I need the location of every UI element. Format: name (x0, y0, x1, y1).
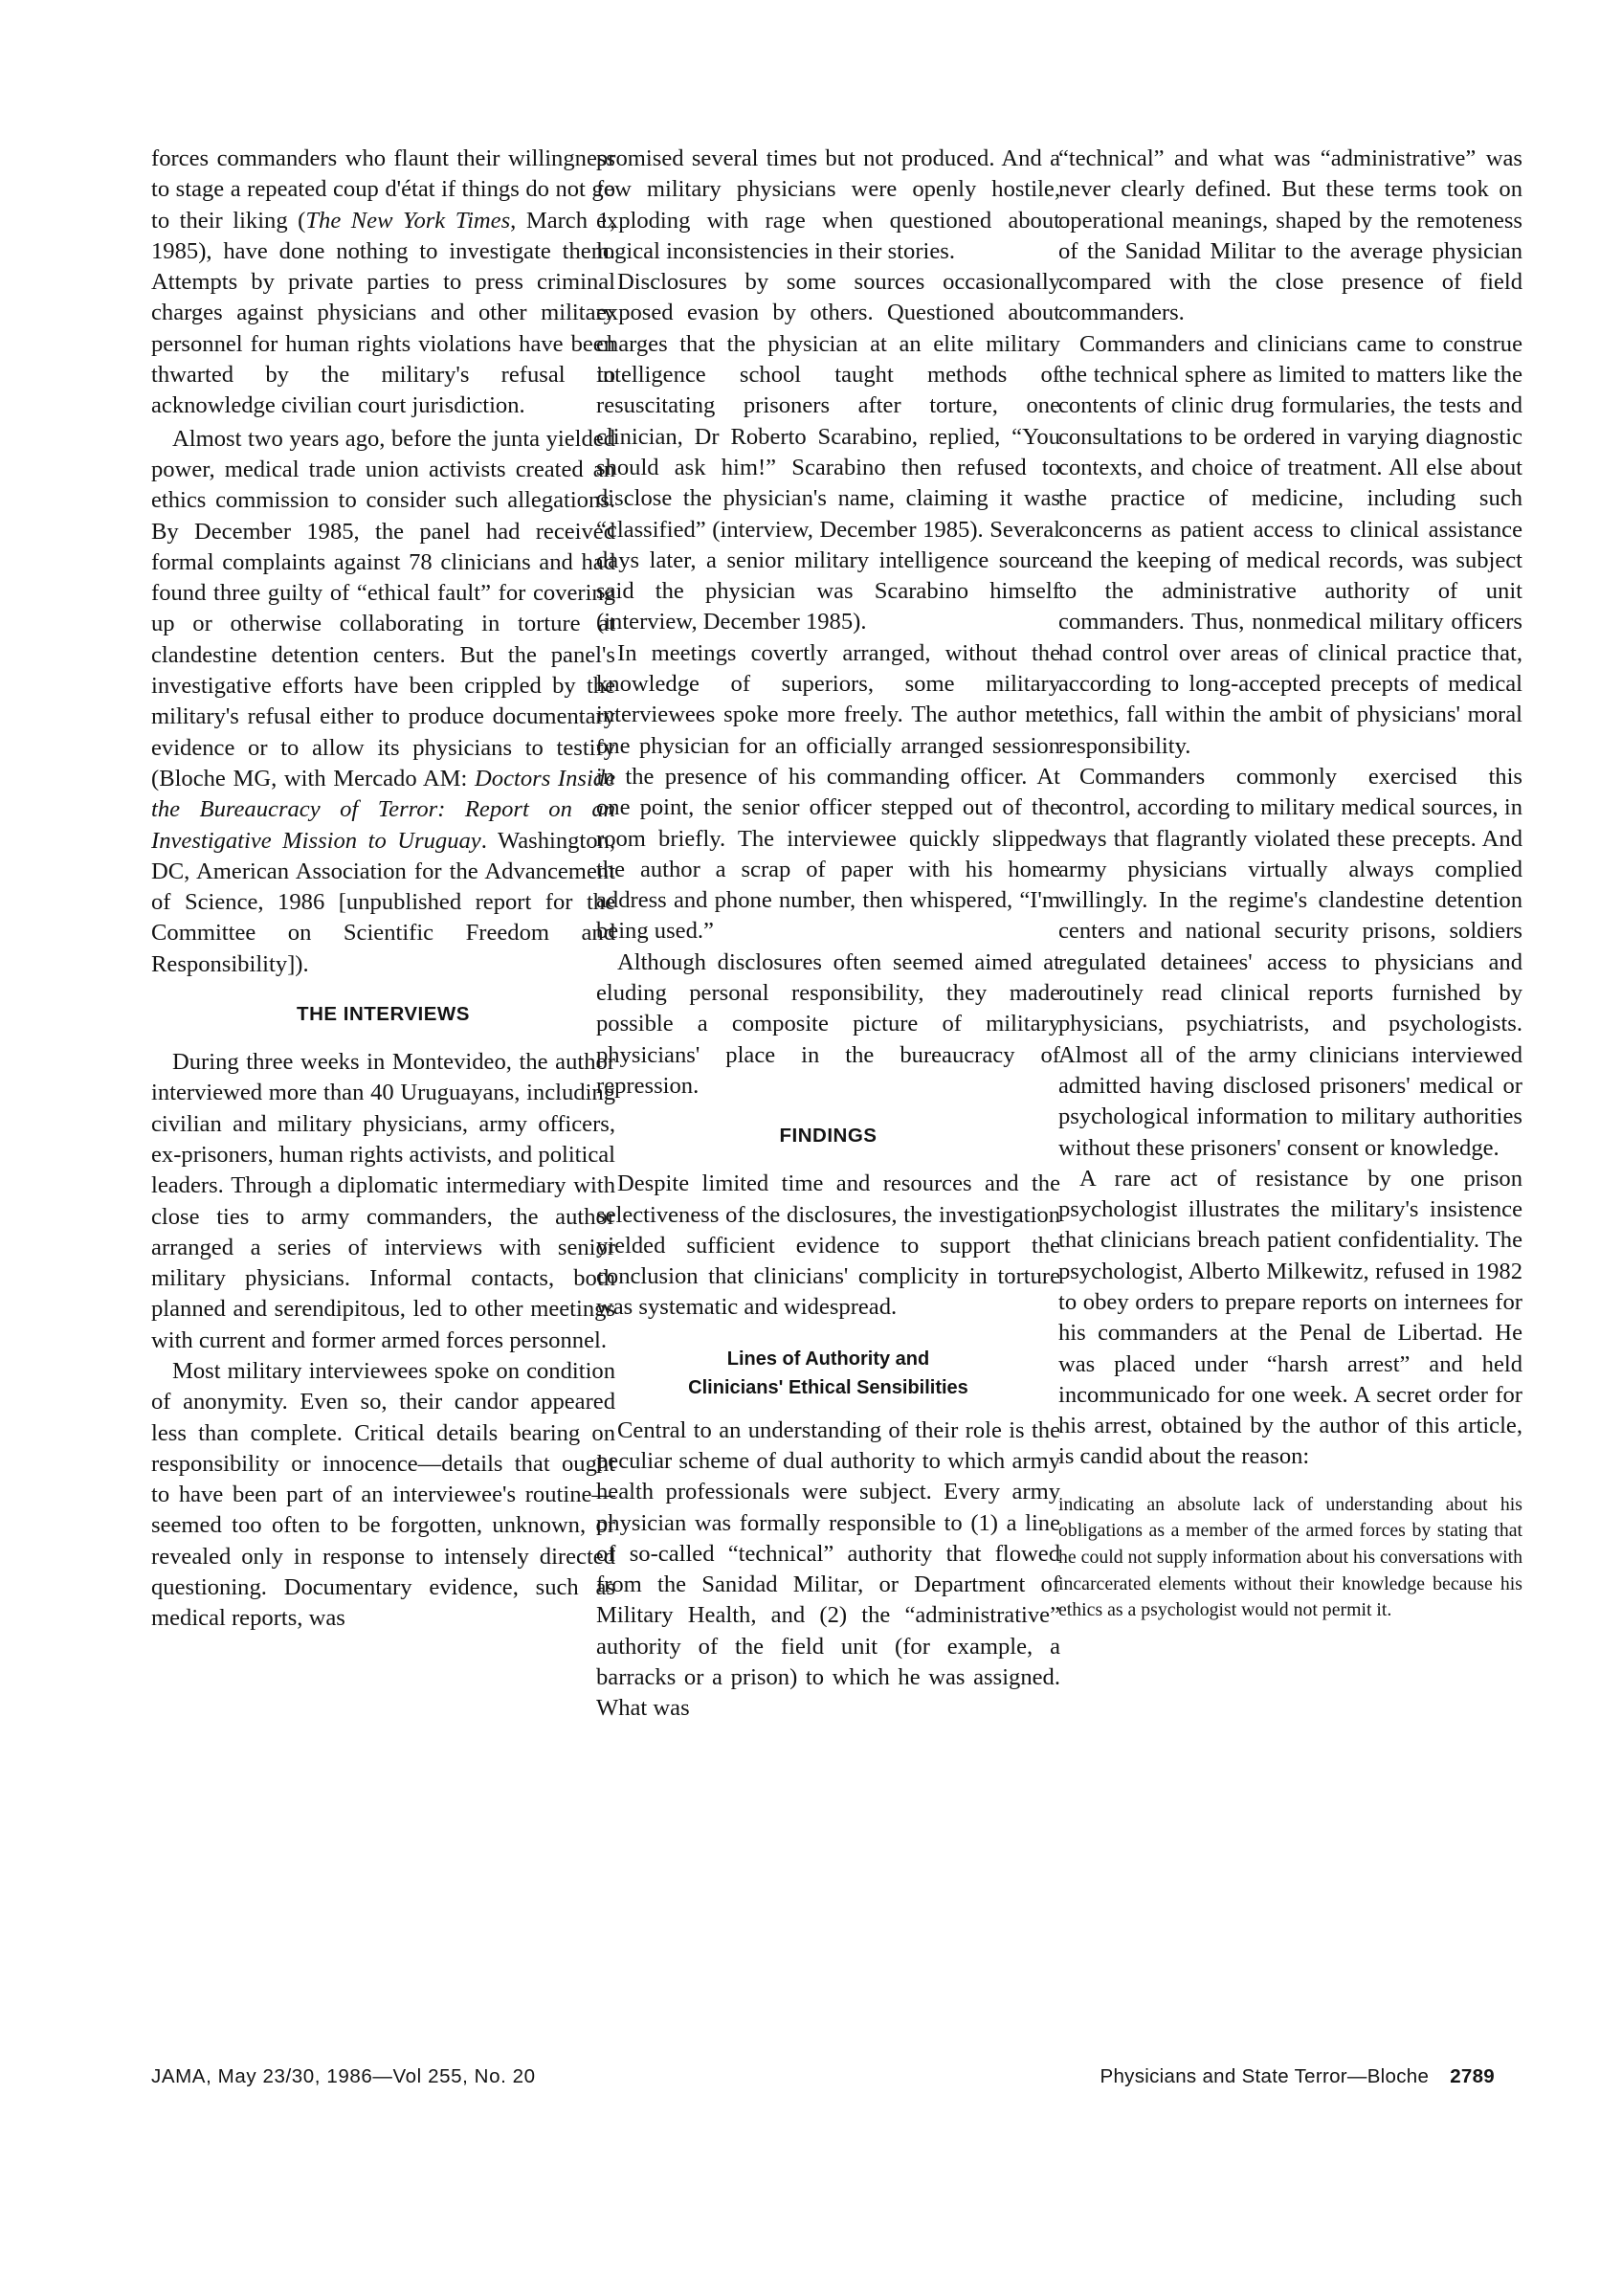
paragraph: Commanders and clinicians came to construe the technical sphere as limited to matters like the contents of clinic drug formularies, the tests and consultations to be ordered in varying diagnostic contexts, and choice of treatment. All else about the practice of medicine, including such concerns as patient access to clinical assistance and the keeping of medical records, was subject to the administrative authority of unit commanders. Thus, nonmedical military officers had control over areas of clinical practice that, according to long-accepted precepts of medical ethics, fall within the ambit of physicians' moral responsibility. (1058, 330, 1522, 759)
paragraph: forces commanders who flaunt their willingness to stage a repeated coup d'état if things do not go to their liking (The New York Times, March 1, 1985), have done nothing to investigate them. Attempts by private parties to press criminal charges against physicians and other military personnel for human rights violations have been thwarted by the military's refusal to acknowledge civilian court jurisdiction. (151, 145, 615, 419)
section-heading-findings: FINDINGS (779, 1125, 878, 1148)
text-column-1 (151, 144, 615, 1635)
paragraph: Despite limited time and resources and the selectiveness of the disclosures, the investigation yielded sufficient evidence to support the conclusion that clinicians' complicity in torture was systematic and widespread. (596, 1170, 1060, 1321)
italic-run: Doctors Inside the Bureaucracy of Terror: Report on an Investigative Mission to Uruguay (151, 765, 615, 854)
paragraph: Although disclosures often seemed aimed at eluding personal responsibility, they made possible a composite picture of military physicians' place in the bureaucracy of repression. (596, 948, 1060, 1099)
footer-running-title-text: Physicians and State Terror—Bloche (1100, 2065, 1430, 2087)
paragraph: During three weeks in Montevideo, the author interviewed more than 40 Uruguayans, including civilian and military physicians, army officers, ex-prisoners, human rights activists, and political leaders. Through a diplomatic intermediary with close ties to army commanders, the author arranged a series of interviews with senior military physicians. Informal contacts, both planned and serendipitous, led to other meetings with current and former armed forces personnel. (151, 1049, 615, 1353)
paragraph: In meetings covertly arranged, without the knowledge of superiors, some military interviewees spoke more freely. The author met one physician for an officially arranged session in the presence of his commanding officer. At one point, the senior officer stepped out of the room briefly. The interviewee quickly slipped the author a scrap of paper with his home address and phone number, then whispered, “I'm being used.” (596, 639, 1060, 945)
footer-citation: JAMA, May 23/30, 1986—Vol 255, No. 20 (151, 2065, 536, 2087)
block-quote: indicating an absolute lack of understanding about his obligations as a member of the armed forces by stating that he could not supply information about his conversations with incarcerated elements without their knowledge because his ethics as a psychologist would not permit it. (1058, 1493, 1522, 1621)
paragraph: Almost two years ago, before the junta yielded power, medical trade union activists created an ethics commission to consider such allegations. By December 1985, the panel had received formal complaints against 78 clinicians and had found three guilty of “ethical fault” for covering up or otherwise collaborating in torture at clandestine detention centers. But the panel's investigative efforts have been crippled by the military's refusal either to produce documentary evidence or to allow its physicians to testify (Bloche MG, with Mercado AM: Doctors Inside the Bureaucracy of Terror: Report on an Investigative Mission to Uruguay. Washington, DC, American Association for the Advancement of Science, 1986 [unpublished report for the Committee on Scientific Freedom and Responsibility]). (151, 425, 615, 977)
paragraph: promised several times but not produced. And a few military physicians were openly hostile, exploding with rage when questioned about logical inconsistencies in their stories. (596, 145, 1060, 264)
subsection-heading-line-2: Clinicians' Ethical Sensibilities (688, 1376, 968, 1398)
italic-run: The New York Times (305, 207, 511, 234)
paragraph: “technical” and what was “administrative” was never clearly defined. But these terms took on operational meanings, shaped by the remoteness of the Sanidad Militar to the average physician compared with the close presence of field commanders. (1058, 145, 1522, 326)
paragraph: Disclosures by some sources occasionally exposed evasion by others. Questioned about charges that the physician at an elite military intelligence school taught methods of resuscitating prisoners after torture, one clinician, Dr Roberto Scarabino, replied, “You should ask him!” Scarabino then refused to disclose the physician's name, claiming it was “classified” (interview, December 1985). Several days later, a senior military intelligence source said the physician was Scarabino himself (interview, December 1985). (596, 269, 1060, 635)
paragraph: Most military interviewees spoke on condition of anonymity. Even so, their candor appeared less than complete. Critical details bearing on responsibility or innocence—details that ought to have been part of an interviewee's routine—seemed too often to be forgotten, unknown, or revealed only in response to intensely directed questioning. Documentary evidence, such as medical reports, was (151, 1357, 615, 1632)
paragraph: A rare act of resistance by one prison psychologist illustrates the military's insistence that clinicians breach patient confidentiality. The psychologist, Alberto Milkewitz, refused in 1982 to obey orders to prepare reports on internees for his commanders at the Penal de Libertad. He was placed under “harsh arrest” and held incommunicado for one week. A secret order for his arrest, obtained by the author of this article, is candid about the reason: (1058, 1165, 1522, 1470)
paragraph: Central to an understanding of their role is the peculiar scheme of dual authority to which army health professionals were subject. Every army physician was formally responsible to (1) a line of so-called “technical” authority that flowed from the Sanidad Militar, or Department of Military Health, and (2) the “administrative” authority of the field unit (for example, a barracks or a prison) to which he was assigned. What was (596, 1416, 1060, 1722)
subsection-heading (596, 1345, 1060, 1402)
text-column-2 (596, 144, 1060, 1725)
subsection-heading-line-1: Lines of Authority and (726, 1348, 930, 1370)
section-heading-interviews: THE INTERVIEWS (297, 1003, 470, 1026)
paragraph: Commanders commonly exercised this control, according to military medical sources, in ways that flagrantly violated these precepts. And army physicians virtually always complied willingly. In the regime's clandestine detention centers and national security prisons, soldiers regulated detainees' access to physicians and routinely read clinical reports furnished by physicians, psychiatrists, and psychologists. Almost all of the army clinicians interviewed admitted having disclosed prisoners' medical or psychological information to military authorities without these prisoners' consent or knowledge. (1058, 763, 1522, 1161)
text-column-3 (1058, 144, 1522, 1624)
footer-running-title (1100, 2065, 1496, 2088)
page-number: 2789 (1450, 2065, 1495, 2087)
